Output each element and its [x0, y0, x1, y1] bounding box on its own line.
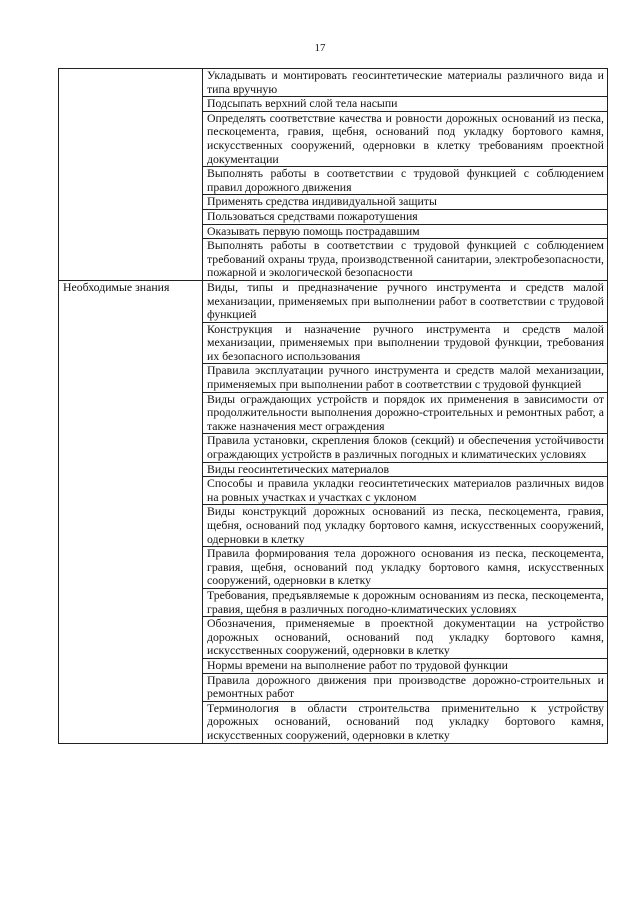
requirements-table [58, 68, 608, 744]
skill-item: Применять средства индивидуальной защиты [203, 195, 608, 210]
knowledge-item: Требования, предъявляемые к дорожным основаниям из песка, пескоцемента, гравия, щебня в различных погодно-климатических условиях [203, 588, 608, 616]
skill-item: Пользоваться средствами пожаротушения [203, 209, 608, 224]
knowledge-item: Виды геосинтетических материалов [203, 462, 608, 477]
knowledge-item: Виды ограждающих устройств и порядок их применения в зависимости от продолжительности выполнения дорожно-строительных и ремонтных работ, а также назначения мест ограждения [203, 392, 608, 434]
knowledge-item: Правила эксплуатации ручного инструмента и средств малой механизации, применяемых при выполнении работ в соответствии с трудовой функцией [203, 364, 608, 392]
knowledge-item: Конструкция и назначение ручного инструмента и средств малой механизации, применяемых при выполнении трудовой функции, требования их безопасного использования [203, 322, 608, 364]
page-number: 17 [314, 42, 326, 54]
knowledge-item: Виды конструкций дорожных оснований из песка, пескоцемента, гравия, щебня, оснований под укладку бортового камня, искусственных сооружений, одерновки в клетку [203, 505, 608, 547]
knowledge-item: Правила формирования тела дорожного основания из песка, пескоцемента, гравия, щебня, оснований под укладку бортового камня, искусственных сооружений, одерновки в клетку [203, 547, 608, 589]
table-row [59, 280, 608, 322]
knowledge-item: Нормы времени на выполнение работ по трудовой функции [203, 658, 608, 673]
section-label [59, 69, 203, 281]
skill-item: Выполнять работы в соответствии с трудовой функцией с соблюдением требований охраны труда, производственной санитарии, электробезопасности, пожарной и экологической безопасности [203, 239, 608, 281]
skill-item: Укладывать и монтировать геосинтетические материалы различного вида и типа вручную [203, 69, 608, 97]
skill-item: Выполнять работы в соответствии с трудовой функцией с соблюдением правил дорожного движения [203, 167, 608, 195]
knowledge-item: Терминология в области строительства применительно к устройству дорожных оснований, оснований под укладку бортового камня, искусственных сооружений, одерновки в клетку [203, 701, 608, 743]
section-label-required-knowledge: Необходимые знания [59, 280, 203, 743]
knowledge-item: Виды, типы и предназначение ручного инструмента и средств малой механизации, применяемых при выполнении работ в соответствии с трудовой функцией [203, 280, 608, 322]
skill-item: Определять соответствие качества и ровности дорожных оснований из песка, пескоцемента, гравия, щебня, оснований под укладку бортового камня, искусственных сооружений, одерновки в клетку требованиям проектной документации [203, 111, 608, 166]
knowledge-item: Правила установки, скрепления блоков (секций) и обеспечения устойчивости ограждающих устройств в различных погодных и климатических условиях [203, 434, 608, 462]
skill-item: Оказывать первую помощь пострадавшим [203, 224, 608, 239]
knowledge-item: Обозначения, применяемые в проектной документации на устройство дорожных оснований, оснований под укладку бортового камня, искусственных сооружений, одерновки в клетку [203, 617, 608, 659]
knowledge-item: Правила дорожного движения при производстве дорожно-строительных и ремонтных работ [203, 673, 608, 701]
table-row [59, 69, 608, 97]
skill-item: Подсыпать верхний слой тела насыпи [203, 97, 608, 112]
knowledge-item: Способы и правила укладки геосинтетических материалов различных видов на ровных участках и участках с уклоном [203, 477, 608, 505]
